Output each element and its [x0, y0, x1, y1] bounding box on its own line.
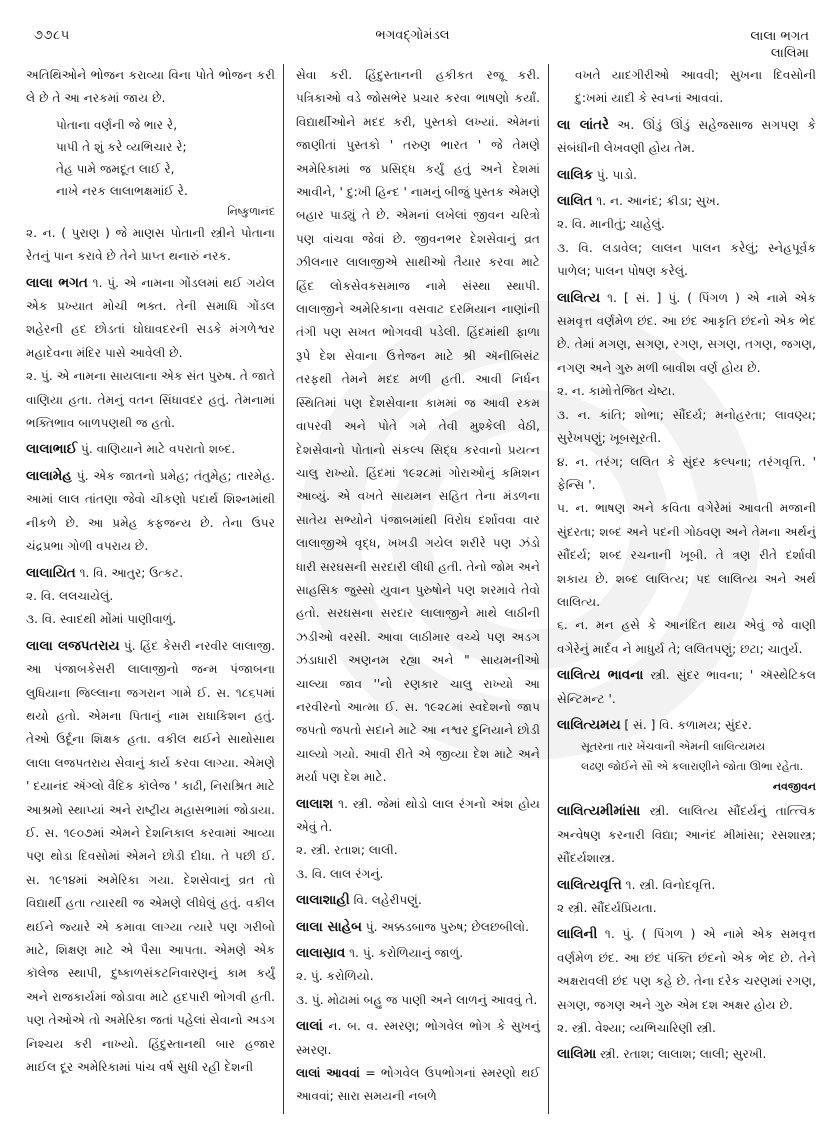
headword: લાલિત્યવૃત્તિ — [557, 877, 622, 893]
sense-text: ૧. પું. ( પિંગળ ) એ નામે એક સમવૃત્ત વર્ણમેળ છંદ. આ છંદ પંક્તિ છંદનો એક ભેદ છે. તેને અક્ષરાવલી છંદ પણ કહે છે. તેના દરેક ચરણમાં રગણ, સગણ, જગણ અને ગુરુ એમ દશ અક્ષર હોય છે. — [557, 927, 816, 1012]
headword: લાલાશાહી — [296, 893, 350, 909]
sense-text: અ. ઊંડું ઊંડું સહેજસાજ સગપણ કે સંબંધીની લેખવણી હોય તેમ. — [557, 117, 816, 156]
idiom-head: લાલાં આવવાં — [296, 1066, 360, 1081]
guide-word-first: લાલા ભગત — [750, 29, 809, 44]
sense-text: વિ. લહેરીપણું. — [353, 893, 422, 908]
sense-text: ૨. ન. ( પુરાણ ) જે માણસ પોતાની સ્ત્રીને પોતાના રેતનું પાન કરાવે છે તેને પ્રાપ્ત થનારું નરક. — [26, 225, 275, 264]
page-number: ૭૭૮૫ — [34, 28, 70, 43]
sense-text: ૪. ન. તરંગ; લલિત કે સુંદર કલ્પના; તરંગવૃત્તિ. ' ફેન્સિ '. — [557, 454, 816, 492]
sense-text: ૧. ન. આનંદ; ક્રીડા; સુખ. — [596, 194, 720, 209]
verse-attribution: નિષ્કુળાનંદ — [227, 204, 275, 218]
guide-word-last: લાલિમા — [770, 46, 809, 61]
dictionary-entry — [557, 874, 816, 921]
sense-text: ૧. સ્ત્રી. વિનોદવૃત્તિ. — [625, 877, 716, 892]
sense-text: સ્ત્રી. સુંદર ભાવના; ' ઍસ્થેટિકલ સેન્ટિમન્ટ '. — [557, 668, 816, 706]
continuation-text: સેવા કરી. હિંદુસ્તાનની હકીકત રજૂ કરી. પત્રિકાઓ વડે જોસભેર પ્રચાર કરવા ભાષણો કર્યાં. વિદ્યાર્થીઓને મદદ કરી, પુસ્તકો લખ્યાં. એમનાં જાણીતાં પુસ્તકો ' તરુણ ભારત ' જે તેમણે અમેરિકામાં જ પ્રસિદ્ધ કર્યું હતું અને દેશમાં આવીને, ' દુ:ખી હિન્દ ' નામનું બીજું પુસ્તક એમણે બહાર પાડ્યું તે છે. એમનાં લખેલાં જીવન ચરિત્રો પણ વાંચવા જેવાં છે. જીવનભર દેશસેવાનું વ્રત ઝીલનાર લાલાજીએ સાથીઓ તૈયાર કરવા માટે હિંદ લોકસેવકસમાજ નામે સંસ્થા સ્થાપી. લાલાજીને અમેરિકાના વસવાટ દરમિયાન નાણાંની તંગી પણ સખત ભોગવવી પડેલી. હિંદમાંથી ફાળા રૂપે દેશ સેવાના ઉત્તેજન માટે શ્રી ઍનીબિસંટ તરફથી તેમને મદદ મળી હતી. આવી નિર્ધન સ્થિતિમાં પણ દેશસેવાના કામમાં જ આવી રકમ વાપરવી અને પોતે ગમે તેવી મુશ્કેલી વેઠી, દેશસેવાનો પોતાનો સંકલ્પ સિદ્ધ કરવાનો પ્રયત્ન ચાલુ રાખ્યો. હિંદમાં ૧૯૨૮માં ગોરાઓનું કમિશન આવ્યું. એ વખતે સાયમન સહિત તેના મંડળના સાતેય સભ્યોને પંજાબમાંથી વિરોધ દર્શાવવા વાર લાલાજીએ વૃદ્ધ, ખખડી ગયેલ શરીરે પણ ઝંડો ધારી સરઘસની સરદારી લીધી હતી. તેનો જોમ અને સાહસિક જુસ્સો યુવાન પુરુષોને પણ શરમાવે તેવો હતો. સરઘસના સરદાર લાલાજીને માથે લાઠીની ઝડીઓ વરસી. આવા લાઠીમાર વચ્ચે પણ અડગ ઝંડાધારી અણનમ રહ્યા અને " સાયમનીઓ ચાલ્યા જાવ ''નો રણકાર ચાલુ રાખ્યો આ નરવીરનો આત્મા ઈ. સ. ૧૯૨૮માં સ્વદેશનો જાપ જપતો જપતો સદાને માટે આ નશ્વર દુનિયાને છોડી ચાલ્યો ગયો. આવી રીતે એ જીવ્યા દેશ માટે અને મર્યા પણ દેશ માટે. — [296, 68, 540, 785]
dictionary-entry — [296, 889, 540, 912]
headword: લાલાભાઈ — [26, 442, 78, 458]
verse-quote — [56, 114, 275, 202]
dictionary-entry — [557, 664, 816, 711]
dictionary-entry — [557, 190, 816, 284]
sense-text: [ સં. ] વિ. કળામય; સુંદર. — [624, 717, 752, 732]
sense-text: પું. હિંદ કેસરી નરવીર લાલાજી. આ પંજાબકેસરી લાલાજીનો જન્મ પંજાબના લુધિયાના જિલ્લાના જગરાન ગામે ઈ. સ. ૧૮૬૫માં થયો હતો. એમના પિતાનું નામ રાધાકિશન હતું. તેઓ ઉર્દૂના શિક્ષક હતા. વકીલ થઈને સાથોસાથ લાલા લજપતરાય સેવાનું કાર્ય કરવા લાગ્યા. એમણે ' દયાનંદ ઍંગ્લો વૈદિક કૉલેજ ' કાઢી, નિરાશ્રિત માટે આશ્રમો સ્થાપ્યાં અને રાષ્ટ્રીય મહાસભામાં જોડાયા. ઈ. સ. ૧૯૦૭માં એમને દેશનિકાલ કરવામાં આવ્યા પણ થોડા દિવસોમાં એમને છોડી દીધા. તે પછી ઈ. સ. ૧૯૧૪માં અમેરિકા ગયા. દેશસેવાનું વ્રત તો વિદ્યાર્થી હતા ત્યારથી જ એમણે લીધેલું હતું. વકીલ થઈને જ્યારે એ કમાવા લાગ્યા ત્યારે પણ ગરીબો માટે, શિક્ષણ માટે એ પૈસા આપતા. એમણે એક કૉલેજ સ્થાપી, દુષ્કાળસંકટનિવારણનું કામ કર્યું અને રાજકાર્યમાં જોડાવા માટે હદપારી ભોગવી હતી. પણ તેઓએ તો અમેરિકા જતાં પહેલાં સેવાનો અડગ નિશ્ચય કરી નાખ્યો. હિંદુસ્તાનથી બાર હજાર માઈલ દૂર અમેરિકામાં પાંચ વર્ષ સુધી રહી દેશની — [26, 638, 276, 1075]
sense-text: પું. એક જાતનો પ્રમેહ; તંતુમેહ; તારમેહ. આમાં લાલ તાંતણા જેવો ચીકણો પદાર્થ શિશ્નમાંથી નીકળે છે. આ પ્રમેહ કફજન્ય છે. તેના ઉપર ચંદ્રપ્રભા ગોળી વપરાય છે. — [26, 468, 275, 554]
sense-text: ૫. ન. ભાષણ અને કવિતા વગેરેમાં આવતી મજાની સુંદરતા; શબ્દ અને પદની ગોઠવણ અને તેમના અર્થનું સૌંદર્ય; શબ્દ રચનાની ખૂબી. તે ત્રણ રીતે દર્શાવી શકાય છે. શબ્દ લાલિત્ય; પદ લાલિત્ય અને અર્થ લાલિત્ય. — [557, 501, 816, 609]
sense-text: ૨. વિ. લલચાયેલું. — [26, 588, 114, 603]
headword: લાલાસ્રાવ — [296, 946, 346, 962]
sense-text: ૧. વિ. આતુર; ઉત્કટ. — [79, 565, 184, 580]
guide-words — [750, 28, 809, 62]
headword: લાલા ભગત — [26, 275, 88, 291]
headword: લાલામેહ — [26, 468, 72, 484]
headword: લાલા સાહેબ — [296, 919, 362, 935]
sense-text: ૧. પું. એ નામના ગોંડલમાં થઈ ગયેલ એક પ્રખ્યાત મોચી ભક્ત. તેની સમાધિ ગોંડલ શહેરની હદ છોડતાં ઘોઘાવદરની સડકે મંગળેશ્વર મહાદેવના મંદિર પાસે આવેલી છે. — [26, 275, 276, 360]
column-2 — [284, 64, 549, 1114]
dictionary-entry — [557, 287, 816, 662]
page-header — [0, 0, 825, 61]
dictionary-entry — [557, 800, 816, 870]
headword: લાલિત્યમીમાંસા — [557, 804, 641, 820]
dictionary-entry — [26, 438, 275, 461]
headword: લાલાશ — [296, 796, 334, 812]
quote-attribution: નવજીવન — [772, 780, 816, 794]
quote-line: સૂતરના તાર ખેંચવાની એમની લાલિત્યમય — [581, 740, 766, 754]
usage-quote — [581, 737, 816, 777]
dictionary-entry — [296, 1015, 540, 1109]
dictionary-entry — [296, 942, 540, 1012]
book-title: ભગવદ્ગોમંડલ — [375, 28, 450, 43]
sense-text: ૧. પું. કરોળિયાનું જાળું. — [349, 946, 464, 961]
sense-text: ૨. સ્ત્રી. રતાશ; લાલી. — [296, 843, 398, 858]
dictionary-columns — [26, 64, 816, 1114]
headword: લાલા લજપતરાય — [26, 638, 120, 654]
verse-line: તેહ પામે જમદૂત લાઈ રે, — [56, 161, 175, 176]
sense-text: ૨. પું. એ નામના સાયલાના એક સંત પુરુષ. તે જાતે વાણિયા હતા. તેમનું વતન સિંધાવદર હતું. તેમનામાં ભક્તિભાવ બાળપણથી જ હતો. — [26, 369, 275, 431]
verse-line: નાખે નરક લાલાભક્ષમાંઈ રે. — [56, 183, 188, 198]
sense-text: ૨ સ્ત્રી. સૌંદર્યપ્રિયતા. — [557, 901, 657, 915]
headword: લાલિત્ય ભાવના — [557, 668, 644, 684]
quote-line: લઢણ જોઈને સૌ એ કલારાણીને જોતા ઊભા રહેતા. — [581, 760, 804, 774]
sense-text: પું. અક્કડબાજ પુરુષ; છેલછબીલો. — [365, 919, 529, 934]
headword: લાલાયિત — [26, 565, 76, 581]
sense-text: ૩. વિ. સ્વાદથી મોંમાં પાણીવાળું. — [26, 612, 177, 627]
verse-line: પાપી તે શું કરે વ્યભિચાર રે; — [56, 139, 187, 154]
headword: લાલાં — [296, 1019, 323, 1035]
headword: લા લાંતરે — [557, 117, 609, 133]
idiom-text: = ભોગવેલ ઉપભોગનાં સ્મરણો થઈ આવવાં; સારા સમયની નબળે — [296, 1066, 540, 1104]
continuation-text: અતિથિઓને ભોજન કરાવ્યા વિના પોતે ભોજન કરી લે છે તે આ નરકમાં જાય છે. — [26, 68, 275, 106]
verse-line: પોતાના વર્ણની જે ભાર રે, — [56, 117, 178, 132]
column-1 — [26, 64, 284, 1114]
sense-text: સ્ત્રી. લાલિત્ય સૌંદર્યનું તાત્ત્વિક અન્વેષણ કરનારી વિદ્યા; આનંદ મીમાંસા; રસશાસ્ત્ર; સૌંદર્યશાસ્ત્ર. — [557, 804, 816, 866]
sense-text: ૩. પું. મોઢામાં બહુ જ પાણી અને લાળનું આવવું તે. — [296, 992, 538, 1007]
dictionary-entry — [557, 1043, 816, 1066]
continuation-text: વખતે યાદગીરીઓ આવવી; સુખના દિવસોની દુ:ખમાં યાદી કે સ્વપ્નાં આવવાં. — [575, 68, 816, 106]
dictionary-entry — [557, 114, 816, 161]
headword: લાલિની — [557, 927, 598, 943]
sense-text: પું. પાડો. — [596, 167, 638, 182]
sense-text: ૩. વિ. લાલ રંગનું. — [296, 866, 384, 881]
sense-text: ૩. વિ. લડાવેલ; લાલન પાલન કરેલું; સ્નેહપૂર્વક પાળેલ; પાલન પોષણ કરેલું. — [557, 240, 816, 279]
sense-text: પું. વાણિયાને માટે વપરાતો શબ્દ. — [81, 442, 236, 457]
column-3 — [549, 64, 816, 1114]
dictionary-entry — [26, 272, 275, 436]
dictionary-entry — [296, 793, 540, 887]
headword: લાલિમા — [557, 1047, 597, 1063]
sense-text: ન. બ. વ. સ્મરણ; ભોગવેલ ભોગ કે સુખનું સ્મરણ. — [296, 1019, 541, 1057]
dictionary-entry — [557, 714, 816, 797]
headword: લાલિત્યમય — [557, 717, 621, 733]
headword: લાલિત્ય — [557, 290, 601, 306]
dictionary-entry — [557, 923, 816, 1040]
sense-text: સ્ત્રી. રતાશ; લાલાશ; લાલી; સુરખી. — [600, 1047, 767, 1062]
sense-text: ૨. વિ. માનીતું; ચાહેલું. — [557, 217, 665, 232]
sense-text: ૨. પું. કરોળિયો. — [296, 969, 374, 984]
sense-text: ૨. સ્ત્રી. વેશ્યા; વ્યભિચારિણી સ્ત્રી. — [557, 1021, 716, 1036]
sense-text: ૧. સ્ત્રી. જેમાં થોડો લાલ રંગનો અંશ હોય એવું તે. — [296, 796, 540, 834]
dictionary-entry — [296, 916, 540, 939]
dictionary-entry — [557, 164, 816, 187]
headword: લાલિત — [557, 194, 593, 210]
sense-text: ૩. ન. કાંતિ; શોભા; સૌંદર્ય; મનોહરતા; લાવણ્ય; સુરેખપણું; ખૂબસૂરતી. — [557, 407, 816, 446]
sense-text: ૬. ન. મન હસે કે આનંદિત થાય એવું જે વાણી વગેરેનું માર્દવ ને માધુર્ય તે; લલિતપણું; છટા; ચાતુર્ય. — [557, 618, 816, 656]
headword: લાલિક — [557, 167, 594, 183]
dictionary-entry — [26, 635, 275, 1080]
dictionary-entry — [26, 562, 275, 632]
sense-text: ૧. [ સં. ] પું. ( પિંગળ ) એ નામે એક સમવૃત્ત વર્ણમેળ છંદ. આ છંદ આકૃતિ છંદનો એક ભેદ છે. તેમાં મગણ, સગણ, રગણ, સગણ, તગણ, જગણ, નગણ અને ગુરુ મળી બાવીશ વર્ણ હોય છે. — [557, 290, 816, 375]
dictionary-entry — [26, 465, 275, 559]
sense-text: ૨. ન. કામોત્તેજિત ચેષ્ટા. — [557, 384, 676, 399]
